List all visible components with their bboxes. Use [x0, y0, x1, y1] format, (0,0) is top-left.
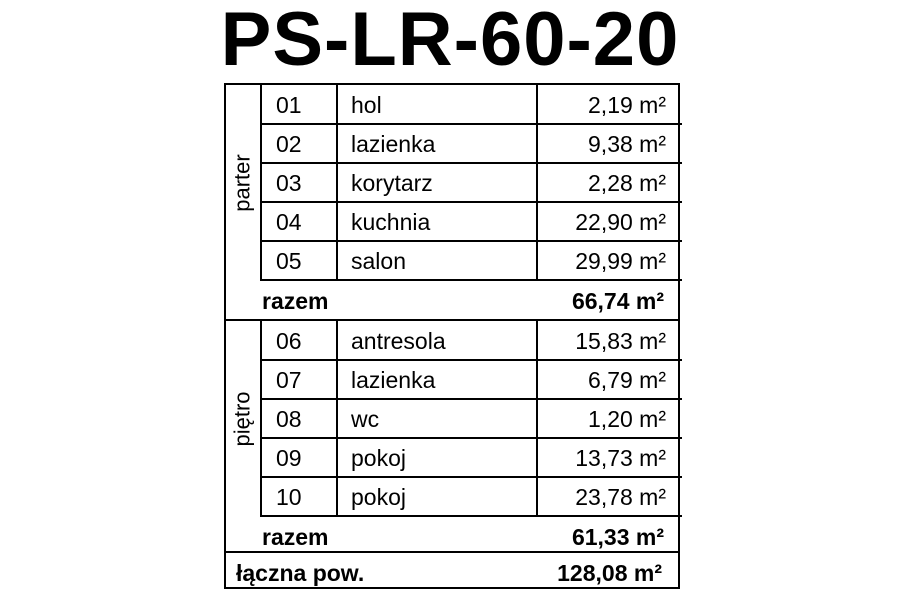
table-row [262, 85, 682, 125]
room-area: 22,90 m² [575, 209, 666, 235]
table-row [262, 477, 682, 517]
room-area: 1,20 m² [588, 406, 666, 432]
section-parter [226, 85, 678, 319]
table-row [262, 399, 682, 439]
room-area: 2,28 m² [588, 170, 666, 196]
section-pietro [226, 321, 678, 553]
room-number: 02 [262, 124, 338, 162]
section-label [226, 321, 260, 517]
room-name: antresola [338, 321, 538, 359]
room-grid [260, 321, 680, 517]
room-area: 2,19 m² [588, 92, 666, 118]
subtotal-row [260, 281, 680, 319]
total-value: 128,08 m² [557, 560, 662, 586]
room-number: 08 [262, 399, 338, 437]
subtotal-row [260, 517, 680, 555]
room-number: 01 [262, 85, 338, 123]
room-area: 9,38 m² [588, 131, 666, 157]
subtotal-value: 66,74 m² [571, 288, 664, 314]
room-name: pokoj [338, 477, 538, 515]
room-name: lazienka [338, 124, 538, 162]
room-area: 29,99 m² [575, 248, 666, 274]
room-number: 04 [262, 202, 338, 240]
table-row [262, 124, 682, 164]
table-row [262, 360, 682, 400]
room-name: korytarz [338, 163, 538, 201]
room-number: 09 [262, 438, 338, 476]
table-row [262, 202, 682, 242]
table-row [262, 163, 682, 203]
room-number: 05 [262, 241, 338, 279]
room-area: 6,79 m² [588, 367, 666, 393]
section-label-text: parter [230, 154, 256, 212]
area-table [224, 83, 680, 589]
room-name: wc [338, 399, 538, 437]
table-row [262, 321, 682, 361]
subtotal-value: 61,33 m² [571, 524, 664, 550]
table-row [262, 438, 682, 478]
room-name: pokoj [338, 438, 538, 476]
section-label [226, 85, 260, 281]
room-grid [260, 85, 680, 281]
room-area: 23,78 m² [575, 484, 666, 510]
room-number: 06 [262, 321, 338, 359]
room-area: 15,83 m² [575, 328, 666, 354]
total-label: łączna pow. [236, 560, 365, 586]
total-row [226, 553, 678, 589]
room-name: salon [338, 241, 538, 279]
page-title: PS-LR-60-20 [220, 0, 680, 82]
section-label-text: piętro [230, 391, 256, 447]
subtotal-label: razem [262, 288, 329, 314]
room-number: 07 [262, 360, 338, 398]
room-number: 03 [262, 163, 338, 201]
room-name: kuchnia [338, 202, 538, 240]
room-number: 10 [262, 477, 338, 515]
room-name: hol [338, 85, 538, 123]
table-row [262, 241, 682, 281]
room-area: 13,73 m² [575, 445, 666, 471]
subtotal-label: razem [262, 524, 329, 550]
room-name: lazienka [338, 360, 538, 398]
